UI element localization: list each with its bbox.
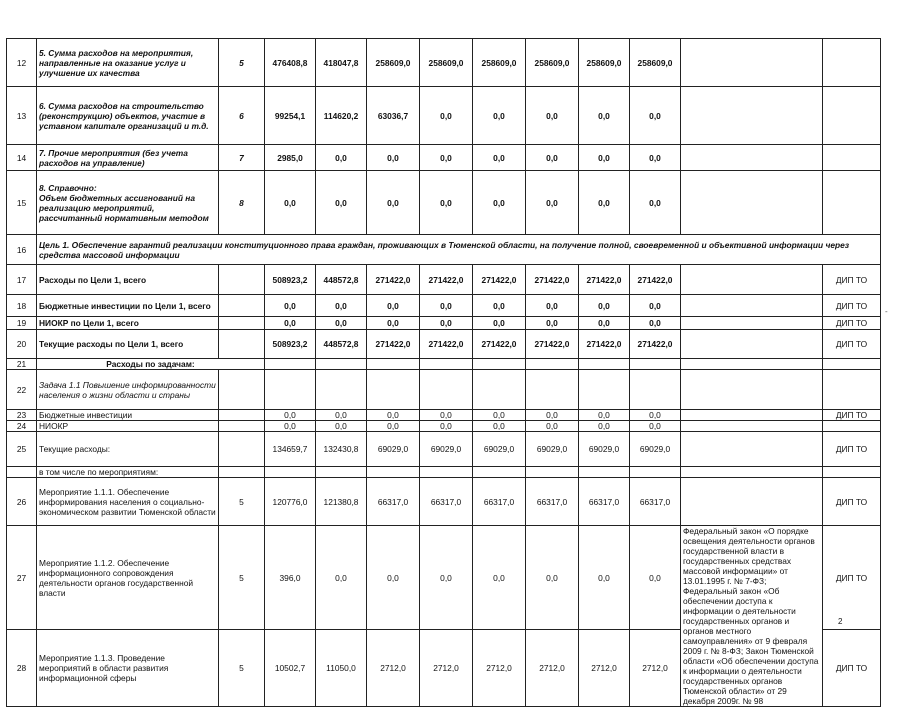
table-row — [7, 145, 881, 171]
indicator-name: Задача 1.1 Повышение информированности населения о жизни области и страны — [37, 370, 219, 410]
value-cell: 271422,0 — [630, 330, 681, 359]
value-cell: 0,0 — [316, 526, 367, 630]
value-cell: 0,0 — [579, 526, 630, 630]
table-row — [7, 370, 881, 410]
code-cell — [219, 317, 265, 330]
value-cell: 0,0 — [473, 87, 526, 145]
row-number: 13 — [7, 87, 37, 145]
value-cell: 10502,7 — [265, 630, 316, 707]
table-row — [7, 265, 881, 295]
value-cell: 0,0 — [526, 410, 579, 421]
table-row — [7, 359, 881, 370]
value-cell: 66317,0 — [579, 478, 630, 526]
value-cell: 99254,1 — [265, 87, 316, 145]
goal-heading: Цель 1. Обеспечение гарантий реализации конституционного права граждан, проживающих в Тюменской области, на получение полной, своевременной и объективной информации через средства массовой информации — [37, 235, 881, 265]
value-cell — [473, 359, 526, 370]
value-cell: 0,0 — [473, 317, 526, 330]
indicator-name: Мероприятие 1.1.3. Проведение мероприятий в области развития информационной сферы — [37, 630, 219, 707]
row-number: 15 — [7, 171, 37, 235]
legal-basis-cell — [681, 145, 823, 171]
table-row — [7, 526, 881, 630]
value-cell: 271422,0 — [526, 330, 579, 359]
value-cell: 258609,0 — [630, 39, 681, 87]
value-cell: 0,0 — [420, 317, 473, 330]
code-cell: 6 — [219, 87, 265, 145]
executor-cell: ДИП ТО — [823, 317, 881, 330]
value-cell: 0,0 — [526, 295, 579, 317]
value-cell: 271422,0 — [579, 265, 630, 295]
value-cell: 0,0 — [367, 317, 420, 330]
value-cell — [473, 370, 526, 410]
value-cell: 0,0 — [316, 421, 367, 432]
value-cell: 0,0 — [579, 317, 630, 330]
value-cell — [630, 359, 681, 370]
value-cell: 0,0 — [367, 145, 420, 171]
row-number: 25 — [7, 432, 37, 467]
value-cell: 0,0 — [526, 421, 579, 432]
legal-basis-cell — [681, 359, 823, 370]
code-cell — [219, 432, 265, 467]
value-cell: 63036,7 — [367, 87, 420, 145]
value-cell: 0,0 — [630, 317, 681, 330]
legal-basis-cell — [681, 478, 823, 526]
value-cell: 120776,0 — [265, 478, 316, 526]
code-cell: 7 — [219, 145, 265, 171]
indicator-name: 5. Сумма расходов на мероприятия, направленные на оказание услуг и улучшение их качества — [37, 39, 219, 87]
name-line-1: 8. Справочно: — [39, 182, 97, 193]
value-cell: 121380,8 — [316, 478, 367, 526]
value-cell: 2712,0 — [473, 630, 526, 707]
executor-cell — [823, 370, 881, 410]
value-cell: 258609,0 — [579, 39, 630, 87]
value-cell: 0,0 — [630, 145, 681, 171]
name-line-2: Объем бюджетных ассигнований на реализацию мероприятий, рассчитанный нормативным методом — [39, 192, 209, 223]
value-cell: 0,0 — [316, 171, 367, 235]
value-cell: 258609,0 — [367, 39, 420, 87]
value-cell: 271422,0 — [579, 330, 630, 359]
value-cell: 0,0 — [630, 171, 681, 235]
row-number: 24 — [7, 421, 37, 432]
legal-basis-cell — [681, 432, 823, 467]
table-row — [7, 330, 881, 359]
value-cell: 271422,0 — [367, 330, 420, 359]
value-cell — [367, 467, 420, 478]
value-cell: 0,0 — [420, 421, 473, 432]
legal-basis-note: Федеральный закон «О порядке освещения деятельности органов государственной власти в государственных средствах массовой информации» от 13.01.1995 г. № 7-ФЗ; Федеральный закон «Об обеспечении доступа к информации о деятельности государственных органов и органов местного самоуправления» от 9 февраля 2009 г. № 8-ФЗ; Закон Тюменской области «Об обеспечении доступа к информации о деятельности государственных органов Тюменской области» от 29 декабря 2009г. № 98 — [681, 526, 823, 707]
row-number — [7, 467, 37, 478]
value-cell: 0,0 — [420, 526, 473, 630]
value-cell: 0,0 — [367, 295, 420, 317]
value-cell — [579, 359, 630, 370]
row-number: 12 — [7, 39, 37, 87]
code-cell — [219, 295, 265, 317]
value-cell: 258609,0 — [420, 39, 473, 87]
executor-cell: ДИП ТО — [823, 432, 881, 467]
value-cell: 0,0 — [526, 317, 579, 330]
executor-cell — [823, 145, 881, 171]
legal-basis-cell — [681, 295, 823, 317]
table-row — [7, 317, 881, 330]
value-cell — [526, 467, 579, 478]
value-cell: 448572,8 — [316, 265, 367, 295]
value-cell: 508923,2 — [265, 330, 316, 359]
value-cell: 271422,0 — [630, 265, 681, 295]
value-cell: 418047,8 — [316, 39, 367, 87]
value-cell: 0,0 — [316, 295, 367, 317]
code-cell: 5 — [219, 630, 265, 707]
row-number: 14 — [7, 145, 37, 171]
value-cell: 0,0 — [526, 145, 579, 171]
value-cell: 0,0 — [579, 295, 630, 317]
value-cell: 0,0 — [265, 317, 316, 330]
code-cell — [219, 330, 265, 359]
value-cell: 0,0 — [367, 526, 420, 630]
value-cell: 0,0 — [473, 421, 526, 432]
value-cell: 2712,0 — [526, 630, 579, 707]
value-cell: 0,0 — [420, 87, 473, 145]
executor-cell: ДИП ТО — [823, 526, 881, 630]
value-cell: 0,0 — [473, 295, 526, 317]
value-cell: 0,0 — [630, 421, 681, 432]
value-cell: 11050,0 — [316, 630, 367, 707]
executor-cell: ДИП ТО — [823, 330, 881, 359]
value-cell: 271422,0 — [473, 265, 526, 295]
value-cell: 2712,0 — [579, 630, 630, 707]
value-cell: 0,0 — [316, 317, 367, 330]
value-cell — [420, 359, 473, 370]
executor-cell: ДИП ТО — [823, 265, 881, 295]
value-cell: 69029,0 — [367, 432, 420, 467]
value-cell: 508923,2 — [265, 265, 316, 295]
code-cell: 5 — [219, 39, 265, 87]
value-cell: 0,0 — [265, 410, 316, 421]
value-cell: 0,0 — [473, 410, 526, 421]
value-cell: 271422,0 — [526, 265, 579, 295]
value-cell: 0,0 — [367, 410, 420, 421]
row-number: 20 — [7, 330, 37, 359]
executor-cell: ДИП ТО — [823, 410, 881, 421]
executor-cell — [823, 467, 881, 478]
value-cell: 0,0 — [265, 171, 316, 235]
table-row — [7, 87, 881, 145]
legal-basis-cell — [681, 317, 823, 330]
value-cell: 0,0 — [579, 421, 630, 432]
table-row — [7, 467, 881, 478]
value-cell: 114620,2 — [316, 87, 367, 145]
value-cell: 271422,0 — [367, 265, 420, 295]
value-cell: 0,0 — [579, 87, 630, 145]
table-row — [7, 39, 881, 87]
value-cell: 0,0 — [367, 421, 420, 432]
value-cell: 0,0 — [526, 526, 579, 630]
value-cell: 0,0 — [473, 526, 526, 630]
legal-basis-cell — [681, 265, 823, 295]
row-number: 22 — [7, 370, 37, 410]
value-cell — [367, 370, 420, 410]
value-cell: 0,0 — [420, 295, 473, 317]
indicator-name — [37, 171, 219, 235]
value-cell — [420, 370, 473, 410]
row-number: 17 — [7, 265, 37, 295]
executor-cell: ДИП ТО — [823, 478, 881, 526]
value-cell: 66317,0 — [420, 478, 473, 526]
value-cell: 0,0 — [630, 87, 681, 145]
value-cell — [265, 467, 316, 478]
executor-cell — [823, 421, 881, 432]
value-cell: 69029,0 — [630, 432, 681, 467]
value-cell: 0,0 — [265, 421, 316, 432]
executor-cell — [823, 171, 881, 235]
value-cell — [579, 370, 630, 410]
value-cell: 0,0 — [630, 295, 681, 317]
value-cell — [630, 467, 681, 478]
value-cell — [473, 467, 526, 478]
value-cell: 0,0 — [473, 145, 526, 171]
legal-basis-cell — [681, 410, 823, 421]
code-cell — [219, 410, 265, 421]
value-cell — [367, 359, 420, 370]
value-cell — [265, 359, 316, 370]
value-cell: 2712,0 — [630, 630, 681, 707]
value-cell: 0,0 — [526, 171, 579, 235]
value-cell: 0,0 — [316, 410, 367, 421]
indicator-name: Расходы по Цели 1, всего — [37, 265, 219, 295]
table-row — [7, 432, 881, 467]
table-row — [7, 410, 881, 421]
code-cell — [219, 421, 265, 432]
executor-cell — [823, 359, 881, 370]
value-cell: 2712,0 — [367, 630, 420, 707]
indicator-name: Мероприятие 1.1.2. Обеспечение информационного сопровождения деятельности органов государственной власти — [37, 526, 219, 630]
executor-cell: ДИП ТО — [823, 295, 881, 317]
indicator-name: Текущие расходы: — [37, 432, 219, 467]
value-cell: 0,0 — [265, 295, 316, 317]
table-row — [7, 478, 881, 526]
value-cell: 258609,0 — [473, 39, 526, 87]
value-cell: 2712,0 — [420, 630, 473, 707]
value-cell: 0,0 — [630, 410, 681, 421]
value-cell: 448572,8 — [316, 330, 367, 359]
legal-basis-cell — [681, 370, 823, 410]
code-cell: 5 — [219, 478, 265, 526]
value-cell: 271422,0 — [420, 330, 473, 359]
value-cell — [420, 467, 473, 478]
value-cell: 0,0 — [579, 171, 630, 235]
table-row — [7, 235, 881, 265]
value-cell: 258609,0 — [526, 39, 579, 87]
table-row — [7, 171, 881, 235]
value-cell: 66317,0 — [367, 478, 420, 526]
indicator-name: НИОКР — [37, 421, 219, 432]
value-cell: 69029,0 — [420, 432, 473, 467]
value-cell: 0,0 — [420, 410, 473, 421]
row-number: 26 — [7, 478, 37, 526]
value-cell: 476408,8 — [265, 39, 316, 87]
value-cell — [630, 370, 681, 410]
table-row — [7, 295, 881, 317]
value-cell: 66317,0 — [630, 478, 681, 526]
value-cell: 0,0 — [367, 171, 420, 235]
table-row — [7, 421, 881, 432]
value-cell: 0,0 — [473, 171, 526, 235]
legal-basis-cell — [681, 87, 823, 145]
indicator-name: Текущие расходы по Цели 1, всего — [37, 330, 219, 359]
indicator-name: Мероприятие 1.1.1. Обеспечение информирования населения о социально-экономическом развитии Тюменской области — [37, 478, 219, 526]
value-cell — [316, 467, 367, 478]
code-cell: 8 — [219, 171, 265, 235]
value-cell: 0,0 — [579, 410, 630, 421]
value-cell: 66317,0 — [526, 478, 579, 526]
legal-basis-cell — [681, 467, 823, 478]
value-cell: 0,0 — [526, 87, 579, 145]
value-cell: 66317,0 — [473, 478, 526, 526]
page-number: 2 — [838, 617, 843, 626]
budget-table — [6, 38, 881, 707]
value-cell: 0,0 — [420, 145, 473, 171]
value-cell: 2985,0 — [265, 145, 316, 171]
value-cell: 0,0 — [420, 171, 473, 235]
value-cell — [526, 370, 579, 410]
row-number: 19 — [7, 317, 37, 330]
margin-mark: - — [885, 307, 888, 316]
code-cell — [219, 467, 265, 478]
value-cell: 69029,0 — [526, 432, 579, 467]
code-cell — [219, 265, 265, 295]
value-cell: 69029,0 — [579, 432, 630, 467]
legal-basis-cell — [681, 421, 823, 432]
row-number: 23 — [7, 410, 37, 421]
indicator-name: НИОКР по Цели 1, всего — [37, 317, 219, 330]
value-cell: 134659,7 — [265, 432, 316, 467]
indicator-name: 6. Сумма расходов на строительство (реконструкцию) объектов, участие в уставном капитале организаций и т.д. — [37, 87, 219, 145]
indicator-name: Бюджетные инвестиции — [37, 410, 219, 421]
value-cell: 0,0 — [579, 145, 630, 171]
row-number: 27 — [7, 526, 37, 630]
legal-basis-cell — [681, 330, 823, 359]
value-cell: 132430,8 — [316, 432, 367, 467]
row-number: 18 — [7, 295, 37, 317]
value-cell: 271422,0 — [473, 330, 526, 359]
executor-cell: ДИП ТО — [823, 630, 881, 707]
value-cell — [316, 359, 367, 370]
row-number: 21 — [7, 359, 37, 370]
value-cell — [526, 359, 579, 370]
value-cell: 69029,0 — [473, 432, 526, 467]
row-number: 28 — [7, 630, 37, 707]
indicator-name: 7. Прочие мероприятия (без учета расходов на управление) — [37, 145, 219, 171]
value-cell — [579, 467, 630, 478]
value-cell: 396,0 — [265, 526, 316, 630]
value-cell — [316, 370, 367, 410]
row-number: 16 — [7, 235, 37, 265]
value-cell: 0,0 — [316, 145, 367, 171]
value-cell — [265, 370, 316, 410]
code-cell: 5 — [219, 526, 265, 630]
legal-basis-cell — [681, 39, 823, 87]
legal-basis-cell — [681, 171, 823, 235]
indicator-name: в том числе по мероприятиям: — [37, 467, 219, 478]
value-cell: 0,0 — [630, 526, 681, 630]
section-label: Расходы по задачам: — [37, 359, 265, 370]
indicator-name: Бюджетные инвестиции по Цели 1, всего — [37, 295, 219, 317]
executor-cell — [823, 39, 881, 87]
executor-cell — [823, 87, 881, 145]
code-cell — [219, 370, 265, 410]
value-cell: 271422,0 — [420, 265, 473, 295]
